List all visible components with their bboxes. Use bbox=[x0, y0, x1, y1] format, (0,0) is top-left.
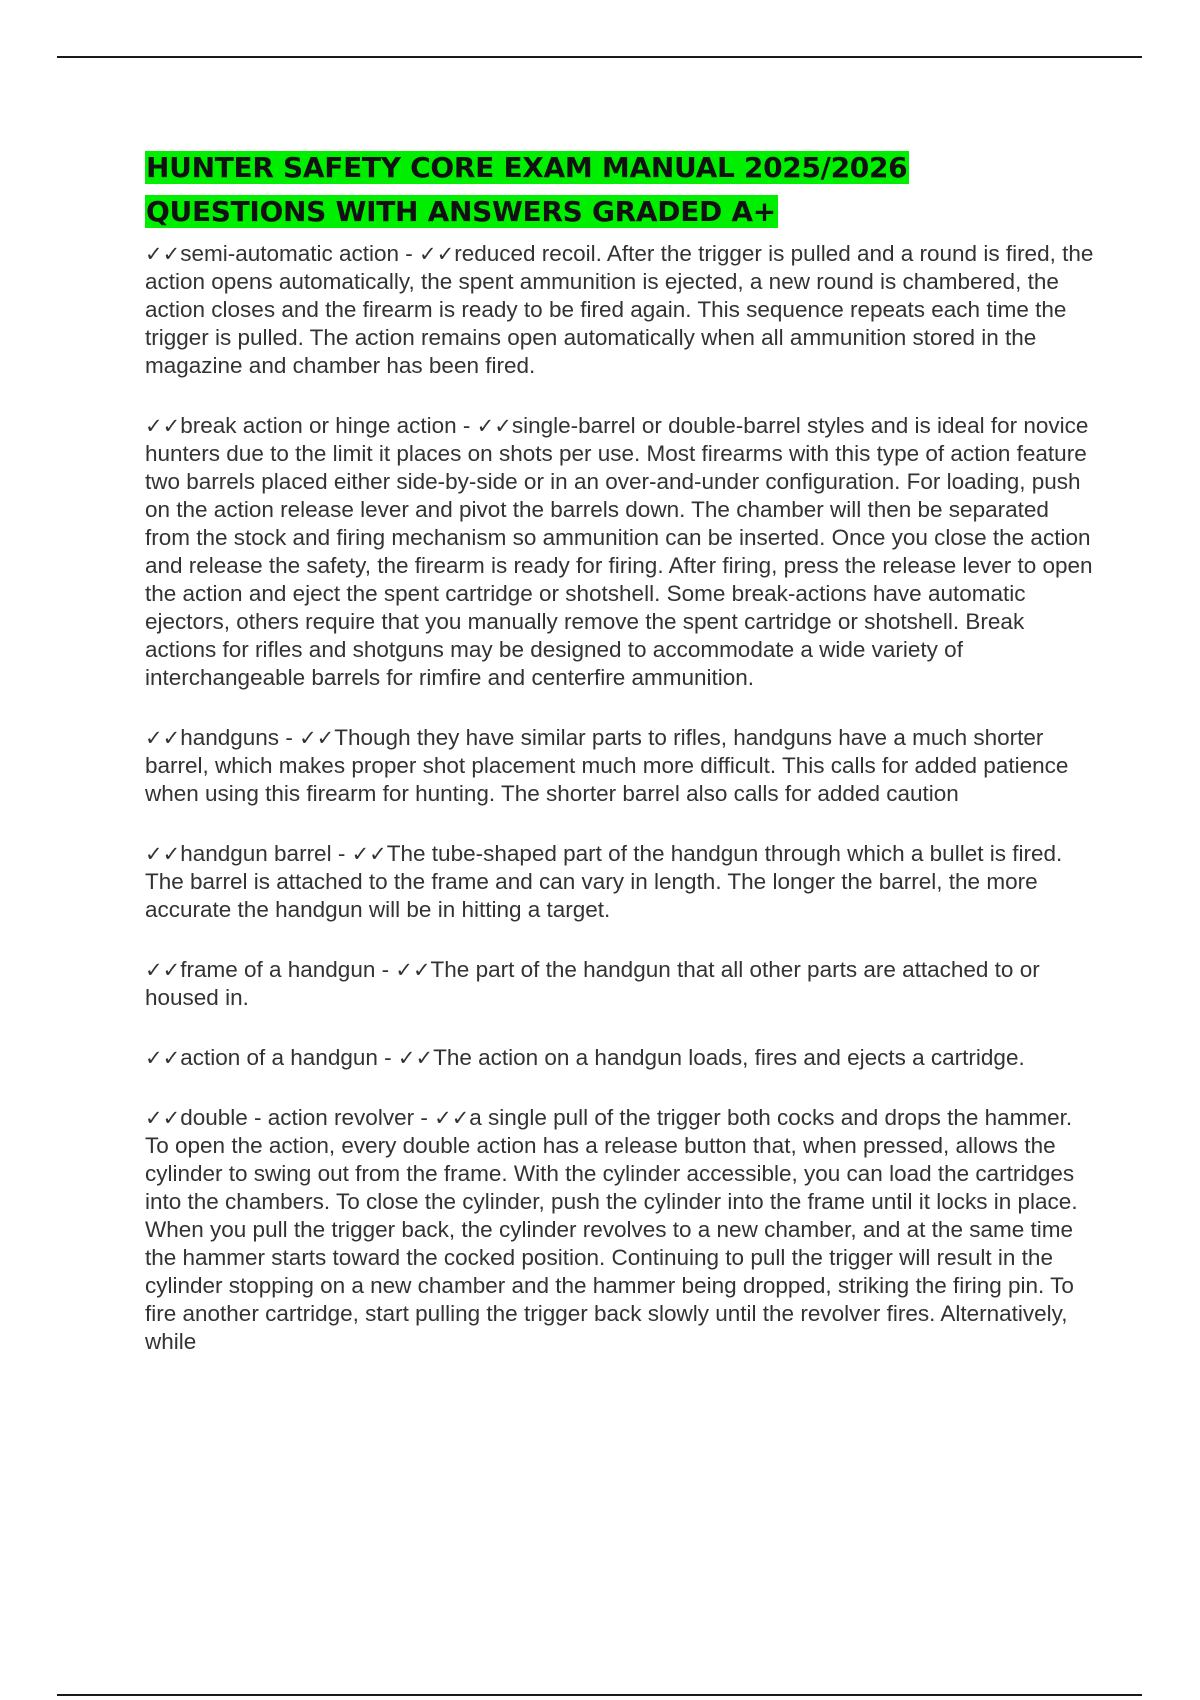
qa-entry bbox=[145, 1104, 1095, 1356]
check-mark-icon: ✓✓ bbox=[419, 242, 455, 266]
entry-separator: - bbox=[279, 725, 300, 750]
entry-definition: Though they have similar parts to rifles, handguns have a much shorter barrel, which makes proper shot placement much more difficult. This calls for added patience when using this firearm for hunting. The shorter barrel also calls for added caution bbox=[145, 725, 1069, 806]
entry-term: handguns bbox=[180, 725, 280, 750]
entry-term: double - action revolver bbox=[180, 1105, 415, 1130]
title-line-2: QUESTIONS WITH ANSWERS GRADED A+ bbox=[146, 195, 776, 228]
top-rule bbox=[57, 56, 1142, 58]
check-mark-icon: ✓✓ bbox=[145, 242, 181, 266]
title-line-1: HUNTER SAFETY CORE EXAM MANUAL 2025/2026 bbox=[146, 151, 908, 184]
check-mark-icon: ✓✓ bbox=[145, 414, 181, 438]
entry-separator: - bbox=[331, 841, 352, 866]
entry-separator: - bbox=[375, 957, 396, 982]
entry-separator: - bbox=[399, 241, 420, 266]
entry-definition: reduced recoil. After the trigger is pulled and a round is fired, the action opens automatically, the spent ammunition is ejected, a new round is chambered, the action closes and the firearm is ready to be fired again. This sequence repeats each time the trigger is pulled. The action remains open automatically when all ammunition stored in the magazine and chamber has been fired. bbox=[145, 241, 1094, 378]
qa-entry bbox=[145, 956, 1095, 1012]
qa-entry bbox=[145, 1044, 1095, 1072]
entry-term: break action or hinge action bbox=[180, 413, 457, 438]
bottom-rule bbox=[57, 1694, 1142, 1696]
entry-term: handgun barrel bbox=[180, 841, 332, 866]
title-highlight bbox=[145, 151, 909, 228]
check-mark-icon: ✓✓ bbox=[351, 842, 387, 866]
entry-separator: - bbox=[414, 1105, 435, 1130]
entry-list bbox=[145, 240, 1095, 1356]
entry-definition: The part of the handgun that all other parts are attached to or housed in. bbox=[145, 957, 1040, 1010]
check-mark-icon: ✓✓ bbox=[145, 842, 181, 866]
entry-term: semi-automatic action bbox=[180, 241, 400, 266]
qa-entry bbox=[145, 240, 1095, 380]
check-mark-icon: ✓✓ bbox=[145, 726, 181, 750]
entry-term: frame of a handgun bbox=[180, 957, 376, 982]
entry-separator: - bbox=[456, 413, 477, 438]
check-mark-icon: ✓✓ bbox=[397, 1046, 434, 1070]
check-mark-icon: ✓✓ bbox=[299, 726, 335, 750]
entry-definition: The action on a handgun loads, fires and ejects a cartridge. bbox=[433, 1045, 1025, 1070]
check-mark-icon: ✓✓ bbox=[395, 958, 431, 982]
entry-definition: single-barrel or double-barrel styles and is ideal for novice hunters due to the limit it places on shots per use. Most firearms with this type of action feature two barrels placed either side-by-side or in an over-and-under configuration. For loading, push on the action release lever and pivot the barrels down. The chamber will then be separated from the stock and firing mechanism so ammunition can be inserted. Once you close the action and release the safety, the firearm is ready for firing. After firing, press the release lever to open the action and eject the spent cartridge or shotshell. Some break-actions have automatic ejectors, others require that you manually remove the spent cartridge or shotshell. Break actions for rifles and shotguns may be designed to accommodate a wide variety of interchangeable barrels for rimfire and centerfire ammunition. bbox=[145, 413, 1093, 690]
check-mark-icon: ✓✓ bbox=[145, 1046, 181, 1070]
qa-entry bbox=[145, 412, 1095, 692]
check-mark-icon: ✓✓ bbox=[145, 1106, 181, 1130]
entry-definition: The tube-shaped part of the handgun through which a bullet is fired. The barrel is attached to the frame and can vary in length. The longer the barrel, the more accurate the handgun will be in hitting a target. bbox=[145, 841, 1063, 922]
document-body bbox=[145, 146, 1095, 1388]
qa-entry bbox=[145, 724, 1095, 808]
entry-definition: a single pull of the trigger both cocks and drops the hammer. To open the action, every double action has a release button that, when pressed, allows the cylinder to swing out from the frame. With the cylinder accessible, you can load the cartridges into the chambers. To close the cylinder, push the cylinder into the frame until it locks in place. When you pull the trigger back, the cylinder revolves to a new chamber, and at the same time the hammer starts toward the cocked position. Continuing to pull the trigger will result in the cylinder stopping on a new chamber and the hammer being dropped, striking the firing pin. To fire another cartridge, start pulling the trigger back slowly until the revolver fires. Alternatively, while bbox=[145, 1105, 1078, 1354]
check-mark-icon: ✓✓ bbox=[145, 958, 181, 982]
qa-entry bbox=[145, 840, 1095, 924]
entry-separator: - bbox=[377, 1045, 398, 1070]
check-mark-icon: ✓✓ bbox=[434, 1106, 470, 1130]
check-mark-icon: ✓✓ bbox=[476, 414, 512, 438]
document-title bbox=[145, 146, 1095, 234]
entry-term: action of a handgun bbox=[180, 1045, 378, 1070]
